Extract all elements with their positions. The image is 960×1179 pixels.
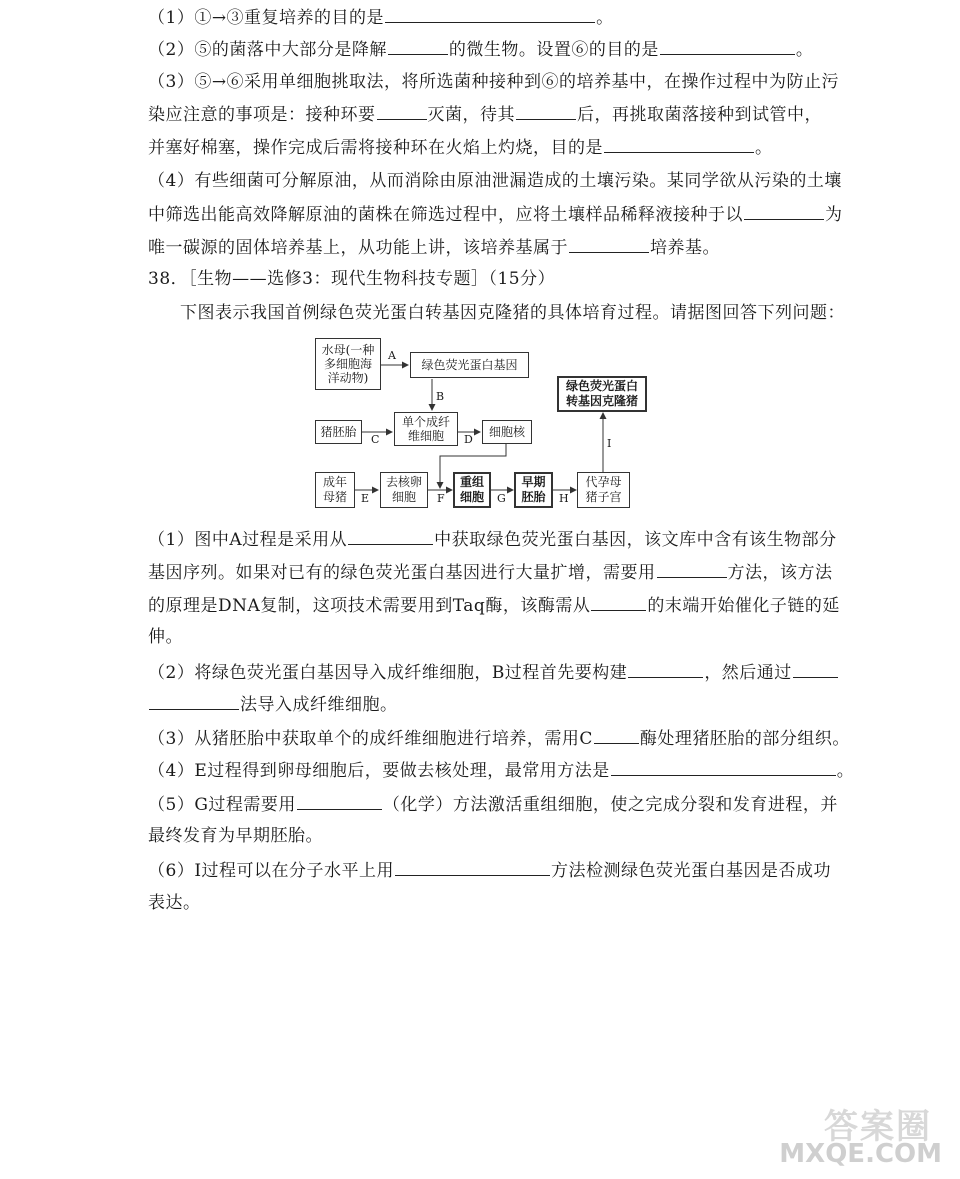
label-h: H xyxy=(559,492,569,505)
box-enucleated-egg: 去核卵细胞 xyxy=(380,472,428,508)
answer-blank[interactable] xyxy=(348,528,433,545)
text-segment: 的末端开始催化子链的延 xyxy=(647,596,840,616)
text-segment: 唯一碳源的固体培养基上，从功能上讲，该培养基属于 xyxy=(148,238,568,258)
answer-blank[interactable] xyxy=(591,594,646,611)
box-adult-sow: 成年母猪 xyxy=(315,472,355,508)
text-segment: （2）将绿色荧光蛋白基因导入成纤维细胞，B过程首先要构建 xyxy=(148,663,628,683)
text-line xyxy=(148,661,839,684)
text-line xyxy=(148,693,398,716)
answer-blank[interactable] xyxy=(395,859,550,876)
watermark-logo xyxy=(752,1099,942,1169)
text-line xyxy=(148,626,183,648)
text-segment: 38．［生物——选修3：现代生物科技专题］（15分） xyxy=(148,269,556,289)
answer-blank[interactable] xyxy=(611,759,836,776)
text-line xyxy=(148,892,201,914)
box-gfp-gene: 绿色荧光蛋白基因 xyxy=(410,352,529,378)
text-segment: 基因序列。如果对已有的绿色荧光蛋白基因进行大量扩增，需要用 xyxy=(148,563,656,583)
text-segment: 最终发育为早期胚胎。 xyxy=(148,826,323,846)
text-segment: 后，再挑取菌落接种到试管中， xyxy=(577,105,822,125)
label-g: G xyxy=(497,492,506,505)
text-segment: 伸。 xyxy=(148,627,183,647)
text-segment: 酶处理猪胚胎的部分组织。 xyxy=(639,729,850,749)
box-fibroblast: 单个成纤维细胞 xyxy=(394,412,458,446)
answer-blank[interactable] xyxy=(657,561,727,578)
answer-blank[interactable] xyxy=(388,38,448,55)
box-nucleus: 细胞核 xyxy=(482,420,532,444)
box-jellyfish: 水母(一种多细胞海洋动物) xyxy=(315,338,381,390)
text-segment: （5）G过程需要用 xyxy=(148,795,296,815)
box-surrogate-uterus: 代孕母猪子宫 xyxy=(577,472,630,508)
label-f: F xyxy=(437,492,445,505)
text-segment: 。 xyxy=(755,138,773,158)
answer-blank[interactable] xyxy=(594,727,639,744)
label-c: C xyxy=(371,433,380,446)
text-segment: 法导入成纤维细胞。 xyxy=(240,695,398,715)
answer-blank[interactable] xyxy=(297,793,382,810)
text-segment: （3）从猪胚胎中获取单个的成纤维细胞进行培养，需用C xyxy=(148,729,593,749)
label-d: D xyxy=(464,433,473,446)
text-segment: （1）图中A过程是采用从 xyxy=(148,530,348,550)
watermark-site: MXQE.COM xyxy=(779,1139,942,1169)
text-segment: 染应注意的事项是：接种环要 xyxy=(148,105,376,125)
text-line xyxy=(148,727,850,750)
box-early-embryo: 早期胚胎 xyxy=(514,472,553,508)
text-segment: 。 xyxy=(836,761,855,781)
text-segment: 并塞好棉塞，操作完成后需将接种环在火焰上灼烧，目的是 xyxy=(148,138,603,158)
text-line xyxy=(148,859,831,882)
box-recombinant-cell: 重组细胞 xyxy=(453,472,491,508)
label-i: I xyxy=(607,437,612,450)
answer-blank[interactable] xyxy=(516,103,576,120)
answer-blank[interactable] xyxy=(569,236,649,253)
answer-blank[interactable] xyxy=(744,203,824,220)
text-segment: ，然后通过 xyxy=(704,663,792,683)
text-segment: 。 xyxy=(795,40,814,60)
answer-blank[interactable] xyxy=(149,693,239,710)
text-segment: （4）有些细菌可分解原油，从而消除由原油泄漏造成的土壤污染。某同学欲从污染的土壤 xyxy=(148,171,842,191)
text-line xyxy=(180,302,845,324)
text-line xyxy=(148,6,614,29)
answer-blank[interactable] xyxy=(377,103,427,120)
text-segment: （3）⑤→⑥采用单细胞挑取法，将所选菌种接种到⑥的培养基中，在操作过程中为防止污 xyxy=(148,72,840,92)
text-line xyxy=(148,38,813,61)
text-line xyxy=(148,71,839,93)
text-segment: 中筛选出能高效降解原油的菌株在筛选过程中，应将土壤样品稀释液接种于以 xyxy=(148,205,743,225)
text-segment: 的原理是DNA复制，这项技术需要用到Taq酶，该酶需从 xyxy=(148,596,591,616)
text-line xyxy=(148,825,323,847)
text-segment: 的微生物。设置⑥的目的是 xyxy=(448,40,659,60)
label-e: E xyxy=(361,492,370,505)
label-a: A xyxy=(388,349,396,362)
text-line xyxy=(148,594,840,617)
text-segment: 培养基。 xyxy=(650,238,720,258)
text-segment: 。 xyxy=(596,8,614,28)
box-transgenic-pig: 绿色荧光蛋白转基因克隆猪 xyxy=(557,376,647,412)
answer-blank[interactable] xyxy=(604,136,754,153)
text-segment: （2）⑤的菌落中大部分是降解 xyxy=(148,40,387,60)
text-line xyxy=(148,236,720,259)
text-segment: 下图表示我国首例绿色荧光蛋白转基因克隆猪的具体培育过程。请据图回答下列问题： xyxy=(180,303,845,323)
text-line xyxy=(148,170,842,192)
label-b: B xyxy=(436,390,445,403)
text-line xyxy=(148,136,773,159)
text-segment: 方法，该方法 xyxy=(727,563,833,583)
answer-blank[interactable] xyxy=(660,38,795,55)
text-line xyxy=(148,268,555,290)
text-line xyxy=(148,103,822,126)
text-line xyxy=(148,759,854,782)
text-line xyxy=(148,203,843,226)
answer-blank[interactable] xyxy=(793,661,838,678)
text-line xyxy=(148,561,833,584)
text-line xyxy=(148,528,837,551)
text-segment: 表达。 xyxy=(148,893,201,913)
text-segment: （化学）方法激活重组细胞，使之完成分裂和发育进程，并 xyxy=(382,795,838,815)
box-pig-embryo: 猪胚胎 xyxy=(315,420,362,444)
text-segment: （1）①→③重复培养的目的是 xyxy=(148,8,385,28)
text-segment: （4）E过程得到卵母细胞后，要做去核处理，最常用方法是 xyxy=(148,761,610,781)
watermark-top: 答案圈 xyxy=(824,1107,932,1147)
answer-blank[interactable] xyxy=(385,6,595,23)
text-segment: 为 xyxy=(825,205,843,225)
text-line xyxy=(148,793,838,816)
text-segment: （6）I过程可以在分子水平上用 xyxy=(148,861,395,881)
text-segment: 灭菌，待其 xyxy=(427,105,515,125)
text-segment: 方法检测绿色荧光蛋白基因是否成功 xyxy=(551,861,832,881)
text-segment: 中获取绿色荧光蛋白基因，该文库中含有该生物部分 xyxy=(434,530,837,550)
answer-blank[interactable] xyxy=(628,661,703,678)
